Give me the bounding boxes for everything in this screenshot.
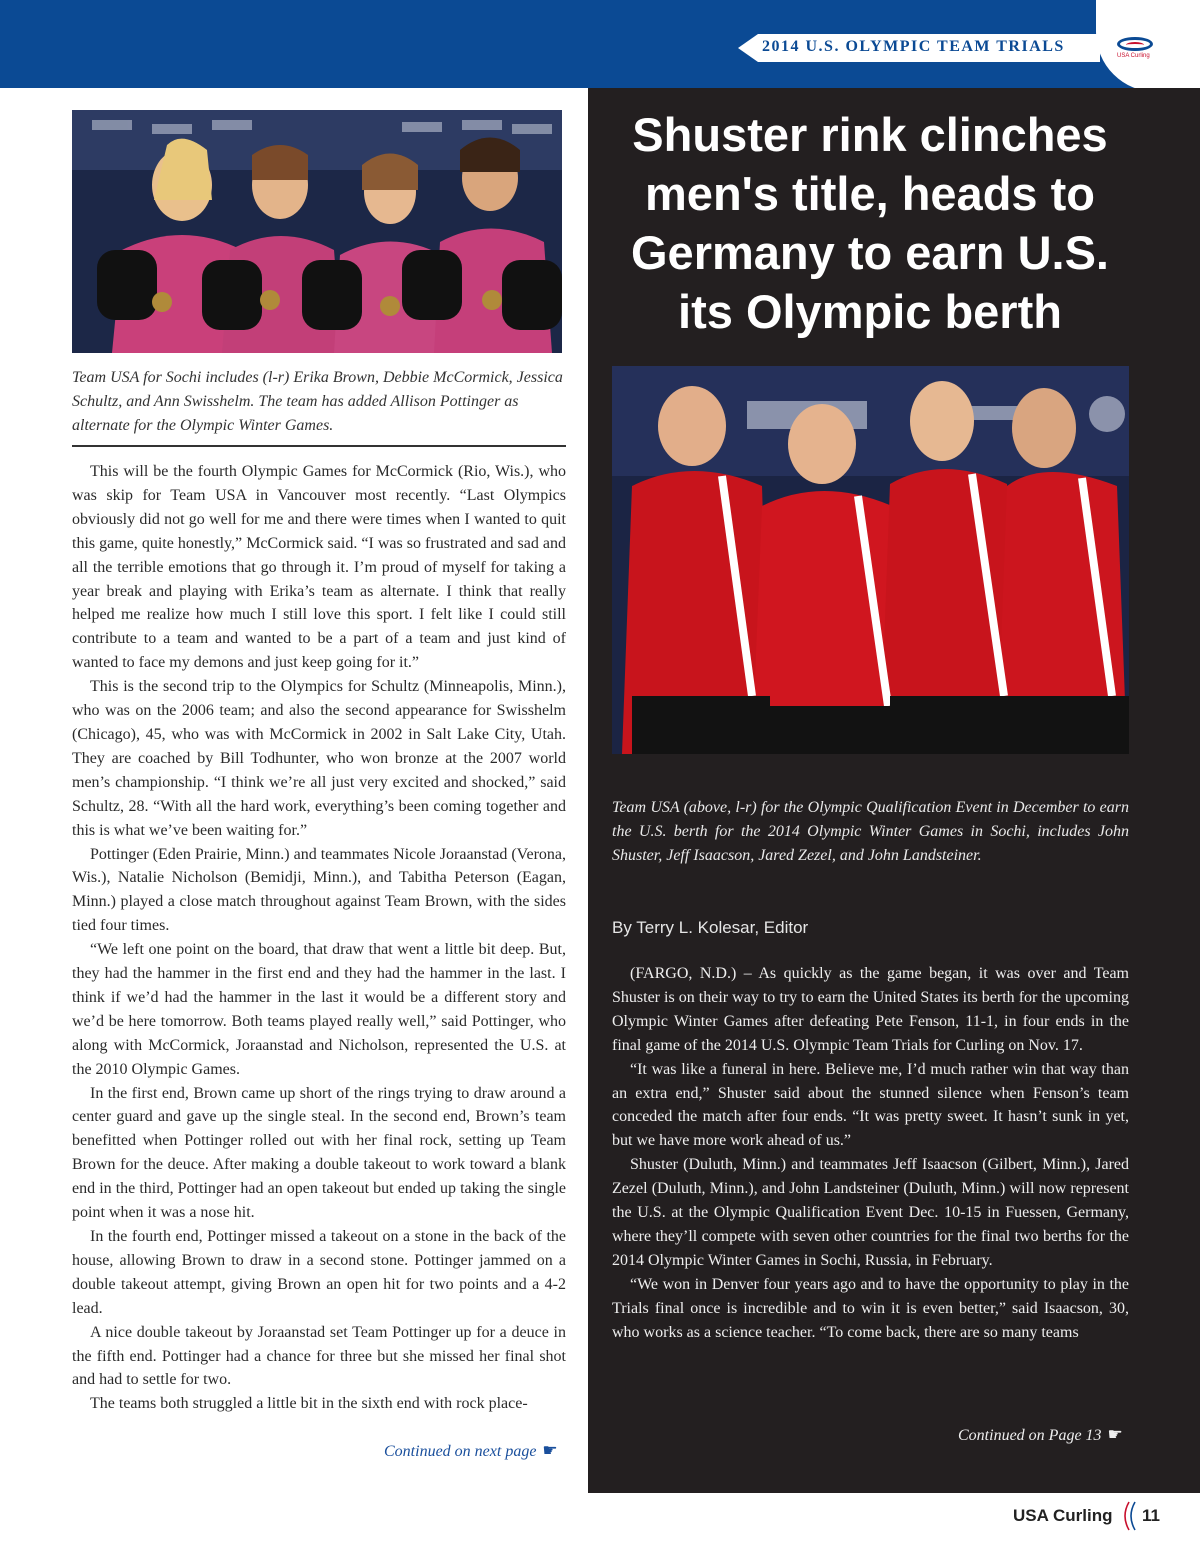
pointing-hand-icon: ☛ [542,1441,558,1461]
logo-text: USA Curling [1117,53,1150,59]
page-number: 11 [1142,1506,1160,1525]
continued-next-page-link[interactable] [384,1441,558,1461]
footer-brand: USA Curling [1013,1506,1113,1525]
continued-page-13-link[interactable] [958,1425,1123,1445]
right-article-body [612,962,1129,1345]
mens-team-photo [612,366,1129,754]
article-paragraph: Shuster (Duluth, Minn.) and teammates Jeff Isaacson (Gilbert, Minn.), Jared Zezel (Duluth, Minn.), and John Landsteiner (Duluth, Minn.) will now represent the U.S. at the Olympic Qualification Event Dec. 10-15 in Fuessen, Germany, where they’ll compete with seven other countries for the final two berths for the 2014 Olympic Winter Games in Sochi, Russia, in February. [612,1156,1129,1269]
curling-swoosh-icon [1120,1500,1138,1532]
article-paragraph: “We won in Denver four years ago and to have the opportunity to play in the Trials final once is incredible and to win it is even better,” said Isaacson, 30, who works as a science teacher. “To come back, there are so many teams [612,1275,1129,1341]
article-paragraph: A nice double takeout by Joraanstad set Team Pottinger up for a deuce in the fifth end. Pottinger had a chance for three but she missed her final shot and had to settle for two. [72,1323,566,1389]
womens-team-photo [72,110,562,353]
article-paragraph: This is the second trip to the Olympics for Schultz (Minneapolis, Minn.), who was on the 2006 team; and also the second appearance for Swisshelm (Chicago), 45, who was with McCormick in 2002 in Salt Lake City, Utah. They are coached by Bill Todhunter, who won bronze at the 2007 world men’s championship. “I think we’re all just very excited and shocked,” said Schultz, 28. “With all the hard work, everything’s been coming together and this is what we’ve been waiting for.” [72,678,566,839]
mens-team-photo-illustration [612,366,1129,754]
left-article-body [72,460,566,1416]
byline: By Terry L. Kolesar, Editor [612,918,809,937]
pointing-hand-icon: ☛ [1107,1425,1123,1445]
article-paragraph: In the fourth end, Pottinger missed a takeout on a stone in the back of the house, allowing Brown to draw in a second stone. Pottinger jammed on a double takeout attempt, giving Brown an open hit for two points and a 4-2 lead. [72,1228,566,1317]
article-paragraph: This will be the fourth Olympic Games for McCormick (Rio, Wis.), who was skip for Team USA in Vancouver most recently. “Last Olympics obviously did not go well for me and there were times when I wanted to quit this game, quite honestly,” McCormick said. “I was so frustrated and sad and all the terrible emotions that go through it. I’m proud of myself for taking a year break and playing with Erika’s team as alternate. I think that really helped me realize how much I still love this sport. I felt like I could still contribute to a team and wanted to be a part of a team and just kind of wanted to face my demons and just keep going for it.” [72,463,566,672]
section-title: 2014 U.S. OLYMPIC TEAM TRIALS [762,38,1065,55]
article-paragraph: The teams both struggled a little bit in the sixth end with rock place- [90,1395,528,1413]
article-paragraph: (FARGO, N.D.) – As quickly as the game began, it was over and Team Shuster is on their way to try to earn the United States its berth for the upcoming Olympic Winter Games after defeating Pete Fenson, 11-1, in four ends in the final game of the 2014 U.S. Olympic Team Trials for Curling on Nov. 17. [612,965,1129,1054]
article-paragraph: “We left one point on the board, that draw that went a little bit deep. But, they had the hammer in the first end and they had the hammer in the last. I think if we’d had the hammer in the last it would be a different story and we’d be here tomorrow. Both teams played really well,” said Pottinger, who along with McCormick, Joraanstad and Nicholson, represented the U.S. at the 2010 Olympic Games. [72,941,566,1078]
mens-team-caption: Team USA (above, l-r) for the Olympic Qualification Event in December to earn the U.S. berth for the 2014 Olympic Winter Games in Sochi, includes John Shuster, Jeff Isaacson, Jared Zezel, and John Landsteiner. [612,799,1129,864]
womens-team-photo-illustration [72,110,562,353]
usa-curling-logo-icon [1117,37,1153,51]
article-paragraph: In the first end, Brown came up short of the rings trying to draw around a center guard and gave up the single steal. In the second end, Brown’s team benefitted when Pottinger rolled out with her final rock, setting up Team Brown for the deuce. After making a double takeout to work toward a blank end in the third, Pottinger had an open takeout but ended up taking the single point when it was a nose hit. [72,1084,566,1222]
headline: Shuster rink clinches men's title, heads to Germany to earn U.S. its Olympic berth [631,108,1109,338]
womens-team-caption: Team USA for Sochi includes (l-r) Erika Brown, Debbie McCormick, Jessica Schultz, and Ann Swisshelm. The team has added Allison Pottinger as alternate for the Olympic Winter Games. [72,369,563,434]
divider [72,445,566,447]
article-paragraph: Pottinger (Eden Prairie, Minn.) and teammates Nicole Joraanstad (Verona, Wis.), Natalie Nicholson (Bemidji, Minn.), and Tabitha Peterson (Eagan, Minn.) played a close match throughout against Team Brown, with the sides tied four times. [72,845,566,935]
continued-label: Continued on Page 13 [958,1427,1102,1444]
continued-label: Continued on next page [384,1443,537,1460]
article-paragraph: “It was like a funeral in here. Believe me, I’d much rather win that way than an extra end,” Shuster said about the stunned silence when Fenson’s team conceded the match after four ends. “It was pretty sweet. It hasn’t sunk in yet, but we have more work ahead of us.” [612,1060,1129,1150]
